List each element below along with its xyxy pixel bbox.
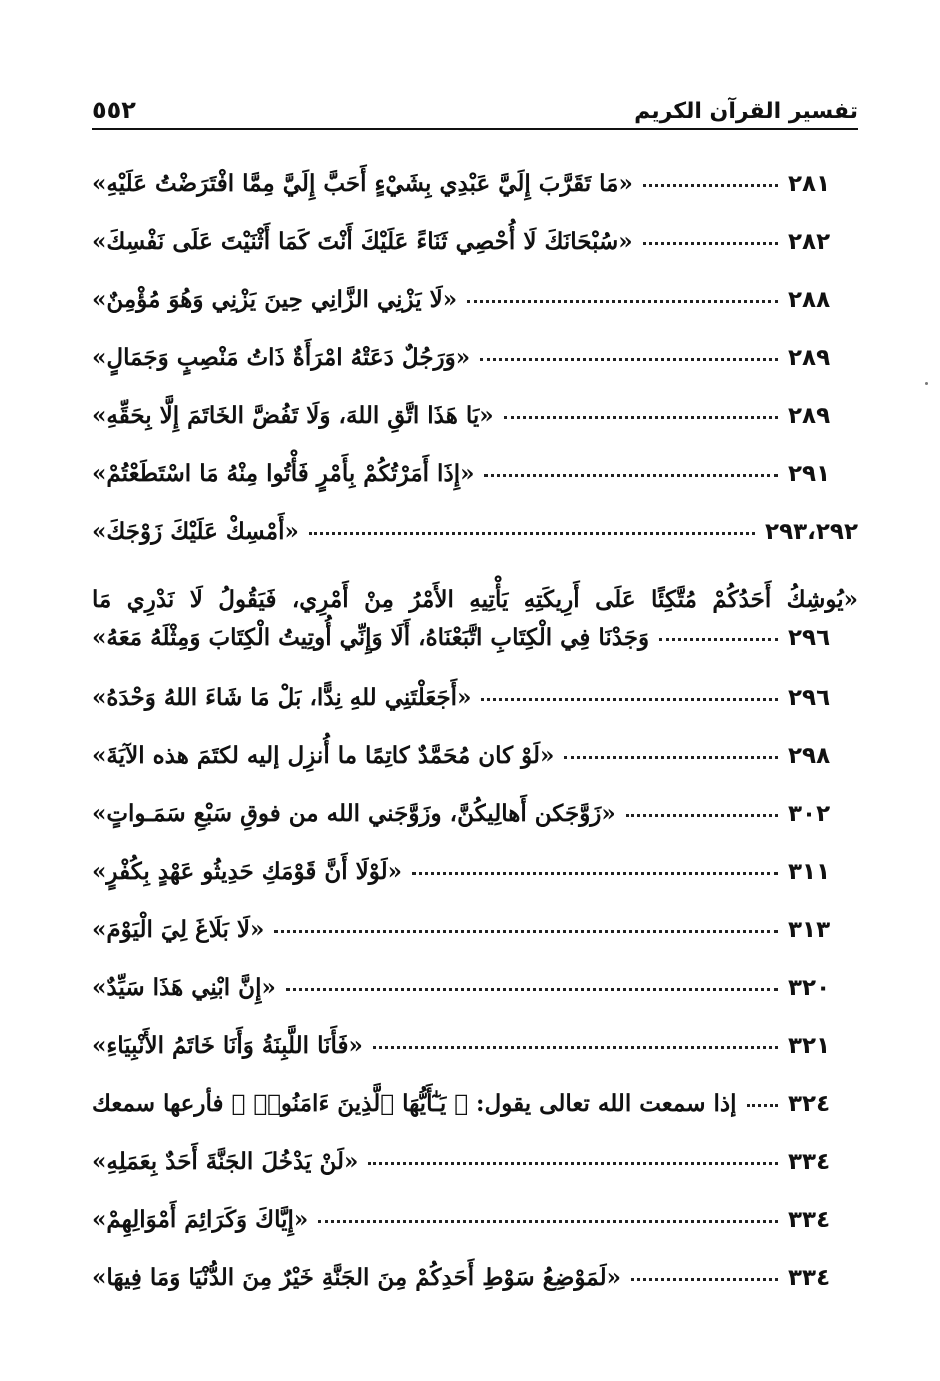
dot-leader: [747, 1104, 779, 1107]
page-ref: ٢٨٩: [788, 403, 831, 429]
book-title: تفسير القرآن الكريم: [634, 99, 858, 124]
page-ref: ٣٣٤: [788, 1265, 831, 1291]
page-ref: ٢٩٦: [788, 625, 831, 651]
hadith-text: «لَوْ كان مُحَمَّدٌ كاتِمًا ما أُنزِل إليه لكتَمَ هذه الآيَةَ»: [92, 742, 555, 769]
index-entry: [92, 1148, 858, 1206]
page-ref: ٢٨١: [788, 171, 831, 197]
hadith-text: «أَمْسِكْ عَلَيْكَ زَوْجَكَ»: [92, 518, 299, 545]
dot-leader: [373, 1046, 778, 1049]
index-entry: [92, 1032, 858, 1090]
page-ref: ٢٩٣،٢٩٢: [765, 519, 858, 545]
dot-leader: [564, 756, 778, 759]
page-ref: ٢٩١: [788, 461, 831, 487]
index-entry: [92, 858, 858, 916]
page-ref: ٢٨٩: [788, 345, 831, 371]
dot-leader: [484, 474, 778, 477]
hadith-text: «فَأَنَا اللَّبِنَةُ وَأَنَا خَاتَمُ الأَنْبِيَاءِ»: [92, 1032, 363, 1059]
hadith-text-line2: وَجَدْنَا فِي الْكِتَابِ اتَّبَعْنَاهُ، أَلَا وَإِنِّي أُوتِيتُ الْكِتَابَ وَمِثْلَهُ مَعَهُ»: [92, 624, 650, 651]
hadith-text: «لَوْلَا أَنَّ قَوْمَكِ حَدِيثُو عَهْدٍ بِكُفْرٍ»: [92, 858, 402, 885]
index-entry: [92, 460, 858, 518]
dot-leader: [274, 930, 778, 933]
index-entry-multiline: [92, 576, 858, 684]
index-entry: [92, 800, 858, 858]
page-ref: ٣٢٠: [788, 975, 831, 1001]
hadith-text: «أَجَعَلْتَنِي للهِ نِدًّا، بَلْ مَا شَاءَ اللهُ وَحْدَهُ»: [92, 684, 472, 711]
dot-leader: [309, 532, 755, 535]
hadith-text: «لَنْ يَدْخُلَ الجَنَّةَ أَحَدٌ بِعَمَلِهِ»: [92, 1148, 359, 1175]
hadith-text: «يَا هَذَا اتَّقِ اللهَ، وَلَا تَفُضَّ الخَاتَمَ إِلَّا بِحَقِّهِ»: [92, 402, 494, 429]
page-ref: ٣٣٤: [788, 1149, 831, 1175]
dot-leader: [481, 698, 778, 701]
page-ref: ٣١٣: [788, 917, 831, 943]
dot-leader: [643, 242, 778, 245]
hadith-text: «إِذَا أَمَرْتُكُمْ بِأَمْرٍ فَأْتُوا مِنْهُ مَا اسْتَطَعْتُمْ»: [92, 460, 475, 487]
page-ref: ٣٢٤: [788, 1091, 831, 1117]
index-entry: [92, 1090, 858, 1148]
index-entry: [92, 228, 858, 286]
dot-leader: [480, 358, 778, 361]
dot-leader: [368, 1162, 778, 1165]
page-ref: ٣٠٢: [788, 801, 831, 827]
hadith-text-line1: «يُوشِكُ أَحَدُكُمْ مُتَّكِئًا عَلَى أَرِيكَتِهِ يَأْتِيهِ الأَمْرُ مِنْ أَمْرِي، فَيَقُولُ لَا نَدْرِي مَا: [92, 586, 858, 613]
index-entry: [92, 1264, 858, 1322]
hadith-index-list: [92, 170, 858, 1322]
hadith-text: «وَرَجُلٌ دَعَتْهُ امْرَأَةٌ ذَاتُ مَنْصِبٍ وَجَمَالٍ»: [92, 344, 471, 371]
hadith-text: «سُبْحَانَكَ لَا أُحْصِي ثَنَاءً عَلَيْكَ أَنْتَ كَمَا أَثْنَيْتَ عَلَى نَفْسِكَ»: [92, 228, 633, 255]
dot-leader: [412, 872, 778, 875]
index-entry: [92, 684, 858, 742]
dot-leader: [504, 416, 778, 419]
page-ref: ٢٩٨: [788, 743, 831, 769]
hadith-text: «لَا يَزْنِي الزَّانِي حِينَ يَزْنِي وَهُوَ مُؤْمِنٌ»: [92, 286, 458, 313]
index-entry: [92, 916, 858, 974]
dot-leader: [659, 638, 778, 641]
dot-leader: [286, 988, 778, 991]
index-entry: [92, 518, 858, 576]
page-number: ٥٥٢: [92, 96, 136, 124]
scan-speck: [925, 382, 928, 385]
dot-leader: [318, 1220, 778, 1223]
hadith-text: «مَا تَقَرَّبَ إِلَيَّ عَبْدِي بِشَيْءٍ أَحَبَّ إِلَيَّ مِمَّا افْتَرَضْتُ عَلَيْهِ»: [92, 170, 633, 197]
index-entry: [92, 344, 858, 402]
dot-leader: [467, 300, 778, 303]
index-entry: [92, 170, 858, 228]
hadith-text: «لَا بَلَاغَ لِيَ الْيَوْمَ»: [92, 916, 265, 943]
hadith-text: «زَوَّجَكن أَهالِيكُنَّ، وزَوَّجَني الله من فوقِ سَبْعِ سَمَـواتٍ»: [92, 800, 616, 827]
dot-leader: [631, 1278, 778, 1281]
page-ref: ٢٨٨: [788, 287, 831, 313]
index-entry: [92, 286, 858, 344]
dot-leader: [626, 814, 778, 817]
hadith-text: «إِيَّاكَ وَكَرَائِمَ أَمْوَالِهِمْ»: [92, 1206, 309, 1233]
page-ref: ٢٨٢: [788, 229, 831, 255]
page-ref: ٣١١: [788, 859, 831, 885]
page-ref: ٣٢١: [788, 1033, 831, 1059]
hadith-text: «إِنَّ ابْنِي هَذَا سَيِّدٌ»: [92, 974, 276, 1001]
dot-leader: [643, 184, 778, 187]
header-rule: [92, 128, 858, 130]
index-entry: [92, 1206, 858, 1264]
page-ref: ٢٩٦: [788, 685, 831, 711]
page-header: [92, 88, 858, 124]
index-entry: [92, 742, 858, 800]
hadith-text: «لَمَوْضِعُ سَوْطِ أَحَدِكُمْ مِنَ الجَنَّةِ خَيْرٌ مِنَ الدُّنْيَا وَمَا فِيهَا»: [92, 1264, 621, 1291]
index-entry: [92, 974, 858, 1032]
hadith-text: إذا سمعت الله تعالى يقول: ﴿ يَـٰٓأَيُّهَا ٱلَّذِينَ ءَامَنُوا۟ ﴾ فأرعها سمعك: [92, 1090, 737, 1117]
index-entry: [92, 402, 858, 460]
page-ref: ٣٣٤: [788, 1207, 831, 1233]
